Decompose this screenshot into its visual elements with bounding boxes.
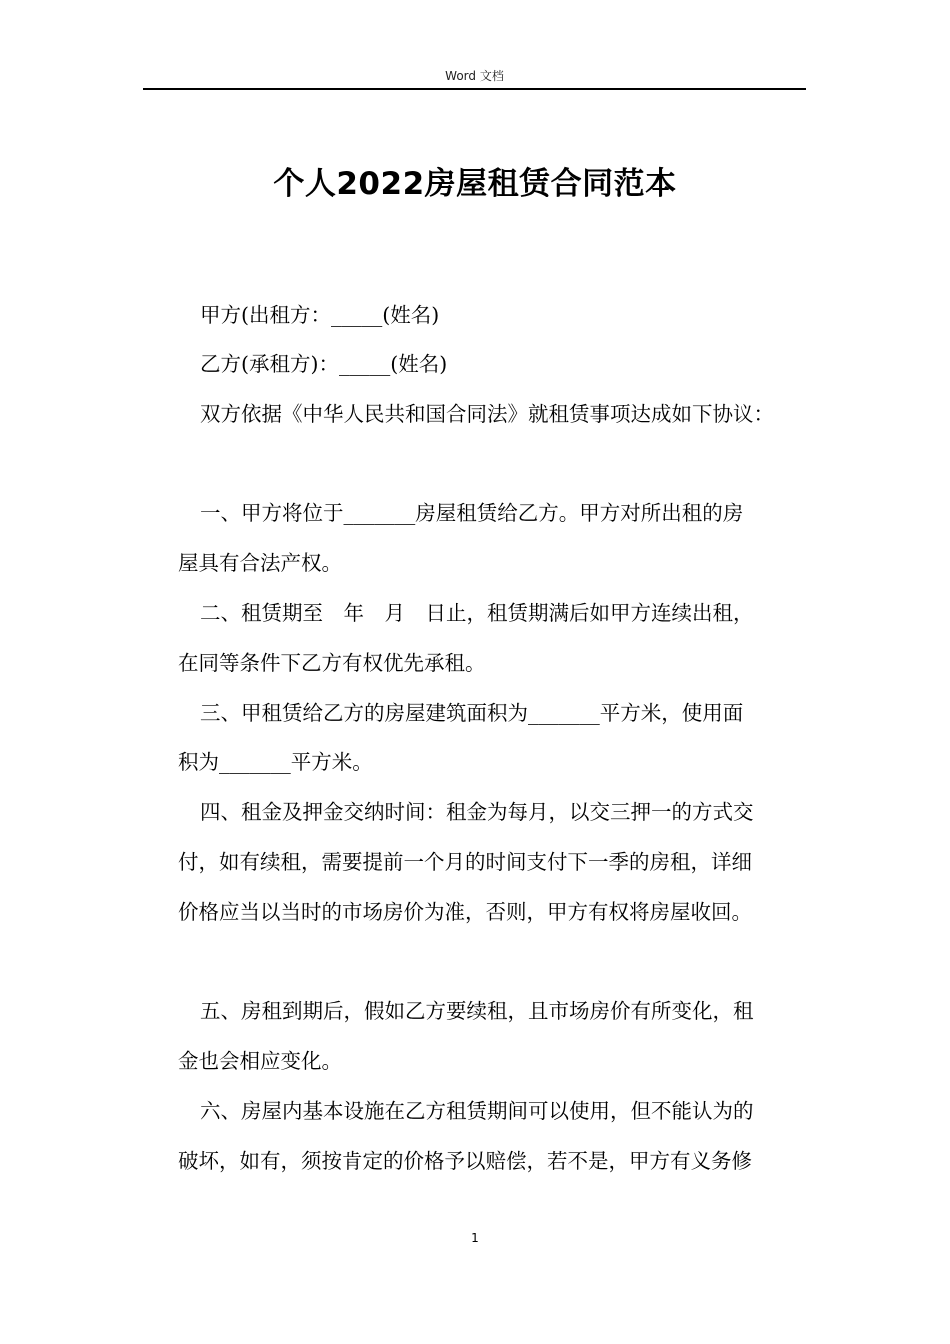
clause-3-line-1: 三、甲租赁给乙方的房屋建筑面积为_______平方米，使用面 — [200, 701, 744, 725]
party-a-line: 甲方(出租方：_____(姓名) — [200, 303, 440, 327]
clause-6-line-2: 破坏，如有，须按肯定的价格予以赔偿，若不是，甲方有义务修 — [178, 1149, 752, 1173]
clause-1-line-2: 屋具有合法产权。 — [178, 551, 342, 575]
clause-3-line-2: 积为_______平方米。 — [178, 750, 373, 774]
party-b-line: 乙方(承租方)：_____(姓名) — [200, 352, 448, 376]
clause-2-line-2: 在同等条件下乙方有权优先承租。 — [178, 651, 486, 675]
clause-1-line-1: 一、甲方将位于_______房屋租赁给乙方。甲方对所出租的房 — [200, 501, 744, 525]
clause-5-line-2: 金也会相应变化。 — [178, 1049, 342, 1073]
header-text: Word 文档 — [445, 69, 504, 83]
clause-4-line-3: 价格应当以当时的市场房价为准，否则，甲方有权将房屋收回。 — [178, 900, 752, 924]
clause-5-line-1: 五、房租到期后，假如乙方要续租，且市场房价有所变化，租 — [200, 999, 754, 1023]
page-header — [143, 66, 806, 90]
document-title: 个人2022房屋租赁合同范本 — [273, 166, 677, 202]
clause-6-line-1: 六、房屋内基本设施在乙方租赁期间可以使用，但不能认为的 — [200, 1099, 754, 1123]
clause-4-line-1: 四、租金及押金交纳时间：租金为每月，以交三押一的方式交 — [200, 800, 754, 824]
clause-2-line-1: 二、租赁期至 年 月 日止，租赁期满后如甲方连续出租， — [200, 601, 754, 625]
agreement-intro: 双方依据《中华人民共和国合同法》就租赁事项达成如下协议： — [200, 402, 774, 426]
page-number: 1 — [471, 1231, 479, 1245]
clause-4-line-2: 付，如有续租，需要提前一个月的时间支付下一季的房租，详细 — [178, 850, 752, 874]
